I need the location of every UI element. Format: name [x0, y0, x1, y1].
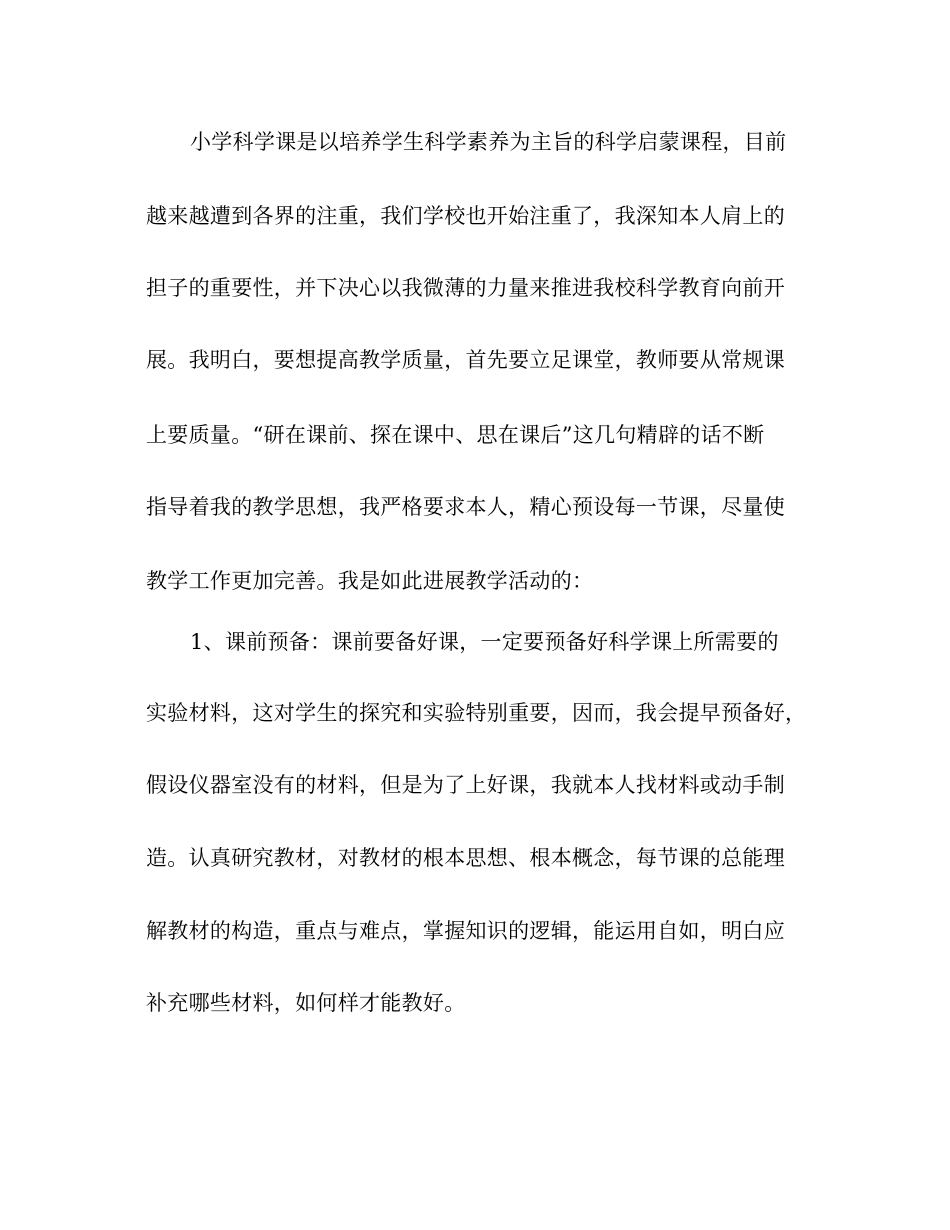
paragraph-2-line-5: 解教材的构造，重点与难点，掌握知识的逻辑，能运用自如，明白应	[146, 919, 785, 943]
paragraph-1-line-2: 越来越遭到各界的注重，我们学校也开始注重了，我深知本人肩上的	[146, 204, 785, 228]
paragraph-1-line-5: 上要质量。“研在课前、探在课中、思在课后”这几句精辟的话不断	[146, 423, 765, 447]
paragraph-1-line-1: 小学科学课是以培养学生科学素养为主旨的科学启蒙课程，目前	[190, 130, 787, 154]
paragraph-1-line-6: 指导着我的教学思想，我严格要求本人，精心预设每一节课，尽量使	[146, 495, 785, 519]
paragraph-2-line-4: 造。认真研究教材，对教材的根本思想、根本概念，每节课的总能理	[146, 846, 785, 870]
paragraph-2-line-3: 假设仪器室没有的材料，但是为了上好课，我就本人找材料或动手制	[146, 773, 785, 797]
paragraph-2-line-6: 补充哪些材料，如何样才能教好。	[146, 991, 466, 1015]
paragraph-2-line-1: 1、课前预备：课前要备好课，一定要预备好科学课上所需要的	[190, 630, 779, 654]
paragraph-2-line-2: 实验材料，这对学生的探究和实验特别重要，因而，我会提早预备好，	[146, 701, 807, 725]
paragraph-1-line-7: 教学工作更加完善。我是如此进展教学活动的：	[146, 569, 594, 593]
paragraph-1-line-4: 展。我明白，要想提高教学质量，首先要立足课堂，教师要从常规课	[146, 348, 785, 372]
paragraph-1-line-3: 担子的重要性，并下决心以我微薄的力量来推进我校科学教育向前开	[146, 276, 785, 300]
